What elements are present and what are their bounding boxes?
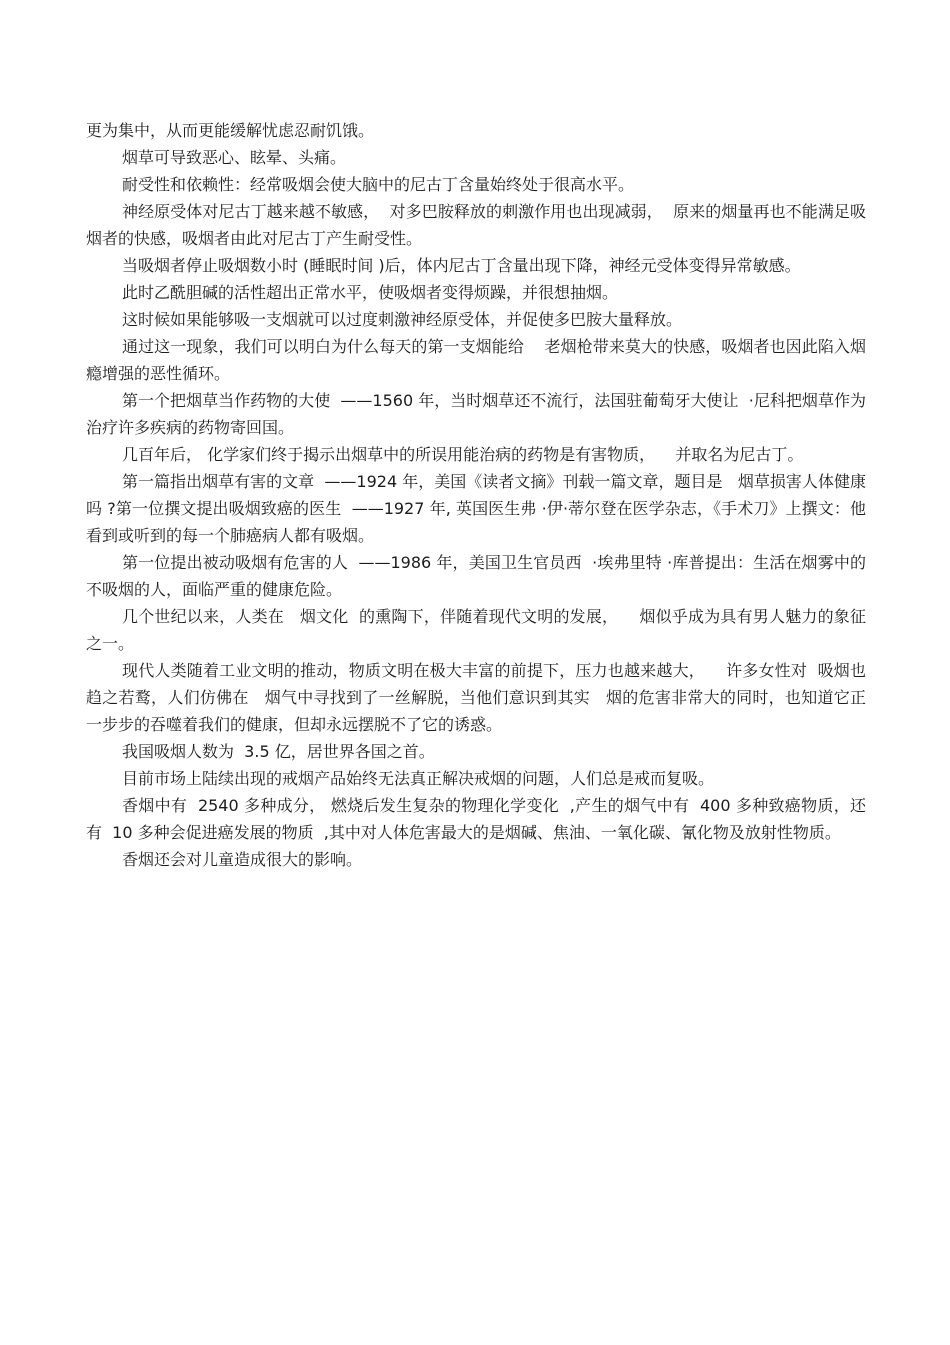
paragraph: 第一个把烟草当作药物的大使 ——1560 年，当时烟草还不流行，法国驻葡萄牙大使让 ·尼科把烟草作为治疗许多疾病的药物寄回国。 <box>86 391 866 437</box>
paragraph: 通过这一现象，我们可以明白为什么每天的第一支烟能给 老烟枪带来莫大的快感，吸烟者也因此陷入烟瘾增强的恶性循环。 <box>86 337 866 383</box>
paragraph: 几百年后， 化学家们终于揭示出烟草中的所误用能治病的药物是有害物质， 并取名为尼古丁。 <box>122 445 804 464</box>
paragraph: 目前市场上陆续出现的戒烟产品始终无法真正解决戒烟的问题，人们总是戒而复吸。 <box>122 769 715 788</box>
paragraph: 神经原受体对尼古丁越来越不敏感， 对多巴胺释放的刺激作用也出现减弱， 原来的烟量再也不能满足吸烟者的快感，吸烟者由此对尼古丁产生耐受性。 <box>86 202 866 248</box>
paragraph: 现代人类随着工业文明的推动，物质文明在极大丰富的前提下，压力也越来越大， 许多女性对 吸烟也趋之若鹜，人们仿佛在 烟气中寻找到了一丝解脱，当他们意识到其实 烟的危害非常大的同时，也知道它正一步步的吞噬着我们的健康，但却永远摆脱不了它的诱惑。 <box>86 661 866 734</box>
document-body <box>86 117 866 873</box>
paragraph: 香烟中有 2540 多种成分， 燃烧后发生复杂的物理化学变化 ,产生的烟气中有 400 多种致癌物质，还有 10 多种会促进癌发展的物质 ,其中对人体危害最大的是烟碱、焦油、一氧化碳、氰化物及放射性物质。 <box>86 796 866 842</box>
paragraph: 香烟还会对儿童造成很大的影响。 <box>122 850 363 869</box>
paragraph: 第一篇指出烟草有害的文章 ——1924 年，美国《读者文摘》刊载一篇文章，题目是 烟草损害人体健康吗 ?第一位撰文提出吸烟致癌的医生 ——1927 年, 英国医生弗 ·伊·蒂尔登在医学杂志，《手术刀》上撰文：他看到或听到的每一个肺癌病人都有吸烟。 <box>86 472 866 545</box>
paragraph: 此时乙酰胆碱的活性超出正常水平，使吸烟者变得烦躁，并很想抽烟。 <box>122 283 619 302</box>
paragraph: 第一位提出被动吸烟有危害的人 ——1986 年，美国卫生官员西 ·埃弗里特 ·库普提出：生活在烟雾中的不吸烟的人，面临严重的健康危险。 <box>86 553 866 599</box>
paragraph-continuation: 更为集中，从而更能缓解忧虑忍耐饥饿。 <box>86 121 375 140</box>
paragraph: 我国吸烟人数为 3.5 亿，居世界各国之首。 <box>122 742 435 761</box>
paragraph: 几个世纪以来，人类在 烟文化 的熏陶下，伴随着现代文明的发展， 烟似乎成为具有男人魅力的象征之一。 <box>86 607 866 653</box>
paragraph: 这时候如果能够吸一支烟就可以过度刺激神经原受体，并促使多巴胺大量释放。 <box>122 310 683 329</box>
paragraph: 烟草可导致恶心、眩晕、头痛。 <box>122 148 347 167</box>
paragraph: 耐受性和依赖性：经常吸烟会使大脑中的尼古丁含量始终处于很高水平。 <box>122 175 635 194</box>
paragraph: 当吸烟者停止吸烟数小时 (睡眠时间 )后，体内尼古丁含量出现下降，神经元受体变得异常敏感。 <box>122 256 801 275</box>
